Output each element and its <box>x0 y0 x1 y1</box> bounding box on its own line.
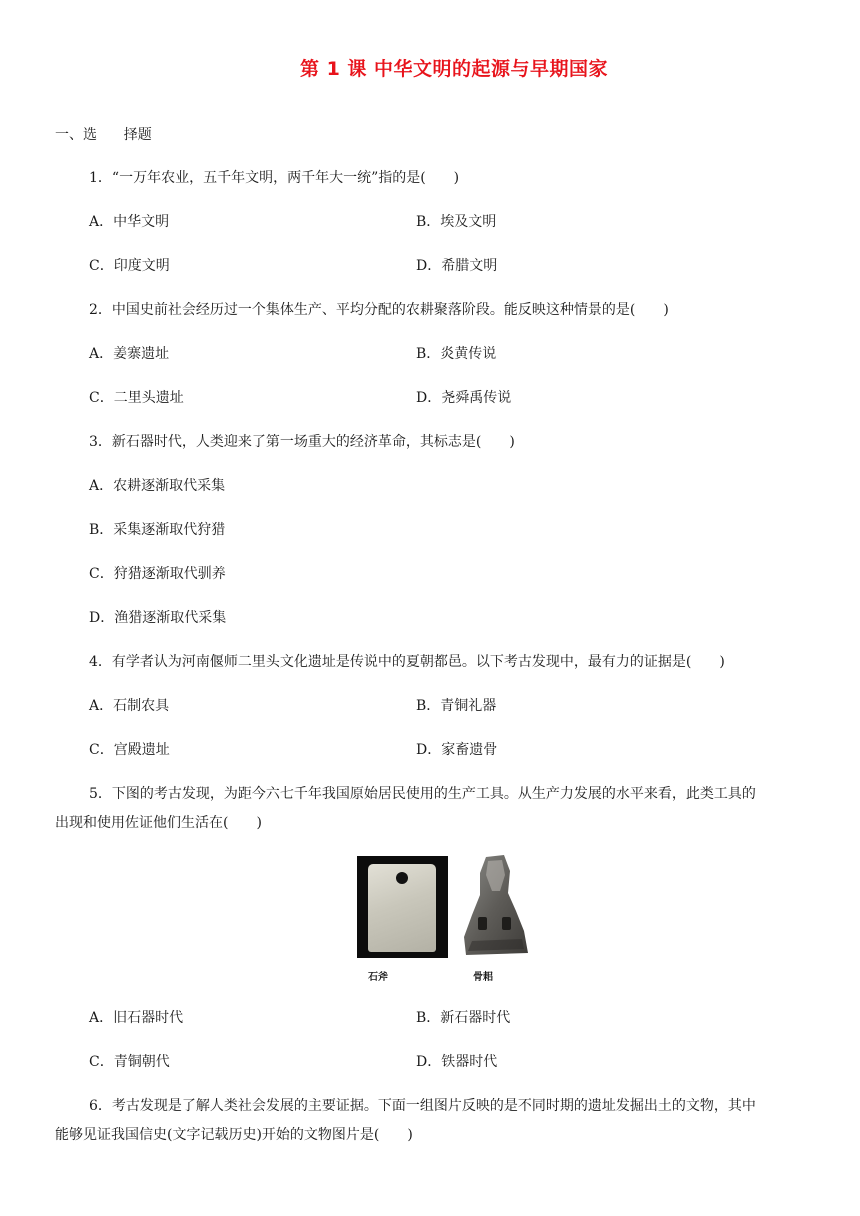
question-4-option-b: B．青铜礼器 <box>416 698 497 714</box>
question-3-option-d: D．渔猎逐渐取代采集 <box>89 610 227 626</box>
question-5-option-a: A．旧石器时代 <box>89 1010 184 1026</box>
question-1-option-c: C．印度文明 <box>89 258 170 274</box>
bone-spade-photo <box>458 853 534 959</box>
question-4-option-a: A．石制农具 <box>89 698 170 714</box>
section-heading: 一、选 择题 <box>55 127 152 143</box>
question-2-option-c: C．二里头遗址 <box>89 390 184 406</box>
question-4-stem: 4．有学者认为河南偃师二里头文化遗址是传说中的夏朝都邑。以下考古发现中，最有力的证据是( ) <box>89 654 725 670</box>
stone-axe-shape <box>368 864 436 952</box>
question-1-option-d: D．希腊文明 <box>416 258 498 274</box>
question-6-stem-line-1: 6．考古发现是了解人类社会发展的主要证据。下面一组图片反映的是不同时期的遗址发掘出土的文物，其中 <box>89 1098 756 1114</box>
stone-axe-photo <box>357 856 448 958</box>
question-5-stem-line-2: 出现和使用佐证他们生活在( ) <box>55 815 262 831</box>
question-2-option-b: B．炎黄传说 <box>416 346 497 362</box>
question-3-stem: 3．新石器时代，人类迎来了第一场重大的经济革命，其标志是( ) <box>89 434 515 450</box>
question-2-option-d: D．尧舜禹传说 <box>416 390 512 406</box>
question-5-option-c: C．青铜朝代 <box>89 1054 170 1070</box>
question-2-stem: 2．中国史前社会经历过一个集体生产、平均分配的农耕聚落阶段。能反映这种情景的是( ) <box>89 302 669 318</box>
question-1-stem: 1．“一万年农业，五千年文明，两千年大一统”指的是( ) <box>89 170 460 186</box>
question-5-stem-line-1: 5．下图的考古发现，为距今六七千年我国原始居民使用的生产工具。从生产力发展的水平来看，此类工具的 <box>89 786 756 802</box>
question-3-option-a: A．农耕逐渐取代采集 <box>89 478 226 494</box>
question-2-option-a: A．姜寨遗址 <box>89 346 170 362</box>
question-5-option-d: D．铁器时代 <box>416 1054 498 1070</box>
stone-axe-hole <box>396 872 408 884</box>
question-1-option-a: A．中华文明 <box>89 214 170 230</box>
question-4-option-d: D．家畜遗骨 <box>416 742 498 758</box>
question-3-option-c: C．狩猎逐渐取代驯养 <box>89 566 226 582</box>
question-3-option-b: B．采集逐渐取代狩猎 <box>89 522 226 538</box>
stone-axe-caption: 石斧 <box>368 972 388 983</box>
question-1-option-b: B．埃及文明 <box>416 214 497 230</box>
question-5-option-b: B．新石器时代 <box>416 1010 511 1026</box>
page-title: 第 1 课 中华文明的起源与早期国家 <box>299 58 609 80</box>
bone-spade-caption: 骨耜 <box>473 972 493 983</box>
question-6-stem-line-2: 能够见证我国信史(文字记载历史)开始的文物图片是( ) <box>55 1127 413 1143</box>
question-4-option-c: C．宫殿遗址 <box>89 742 170 758</box>
artifact-figure <box>357 853 535 983</box>
